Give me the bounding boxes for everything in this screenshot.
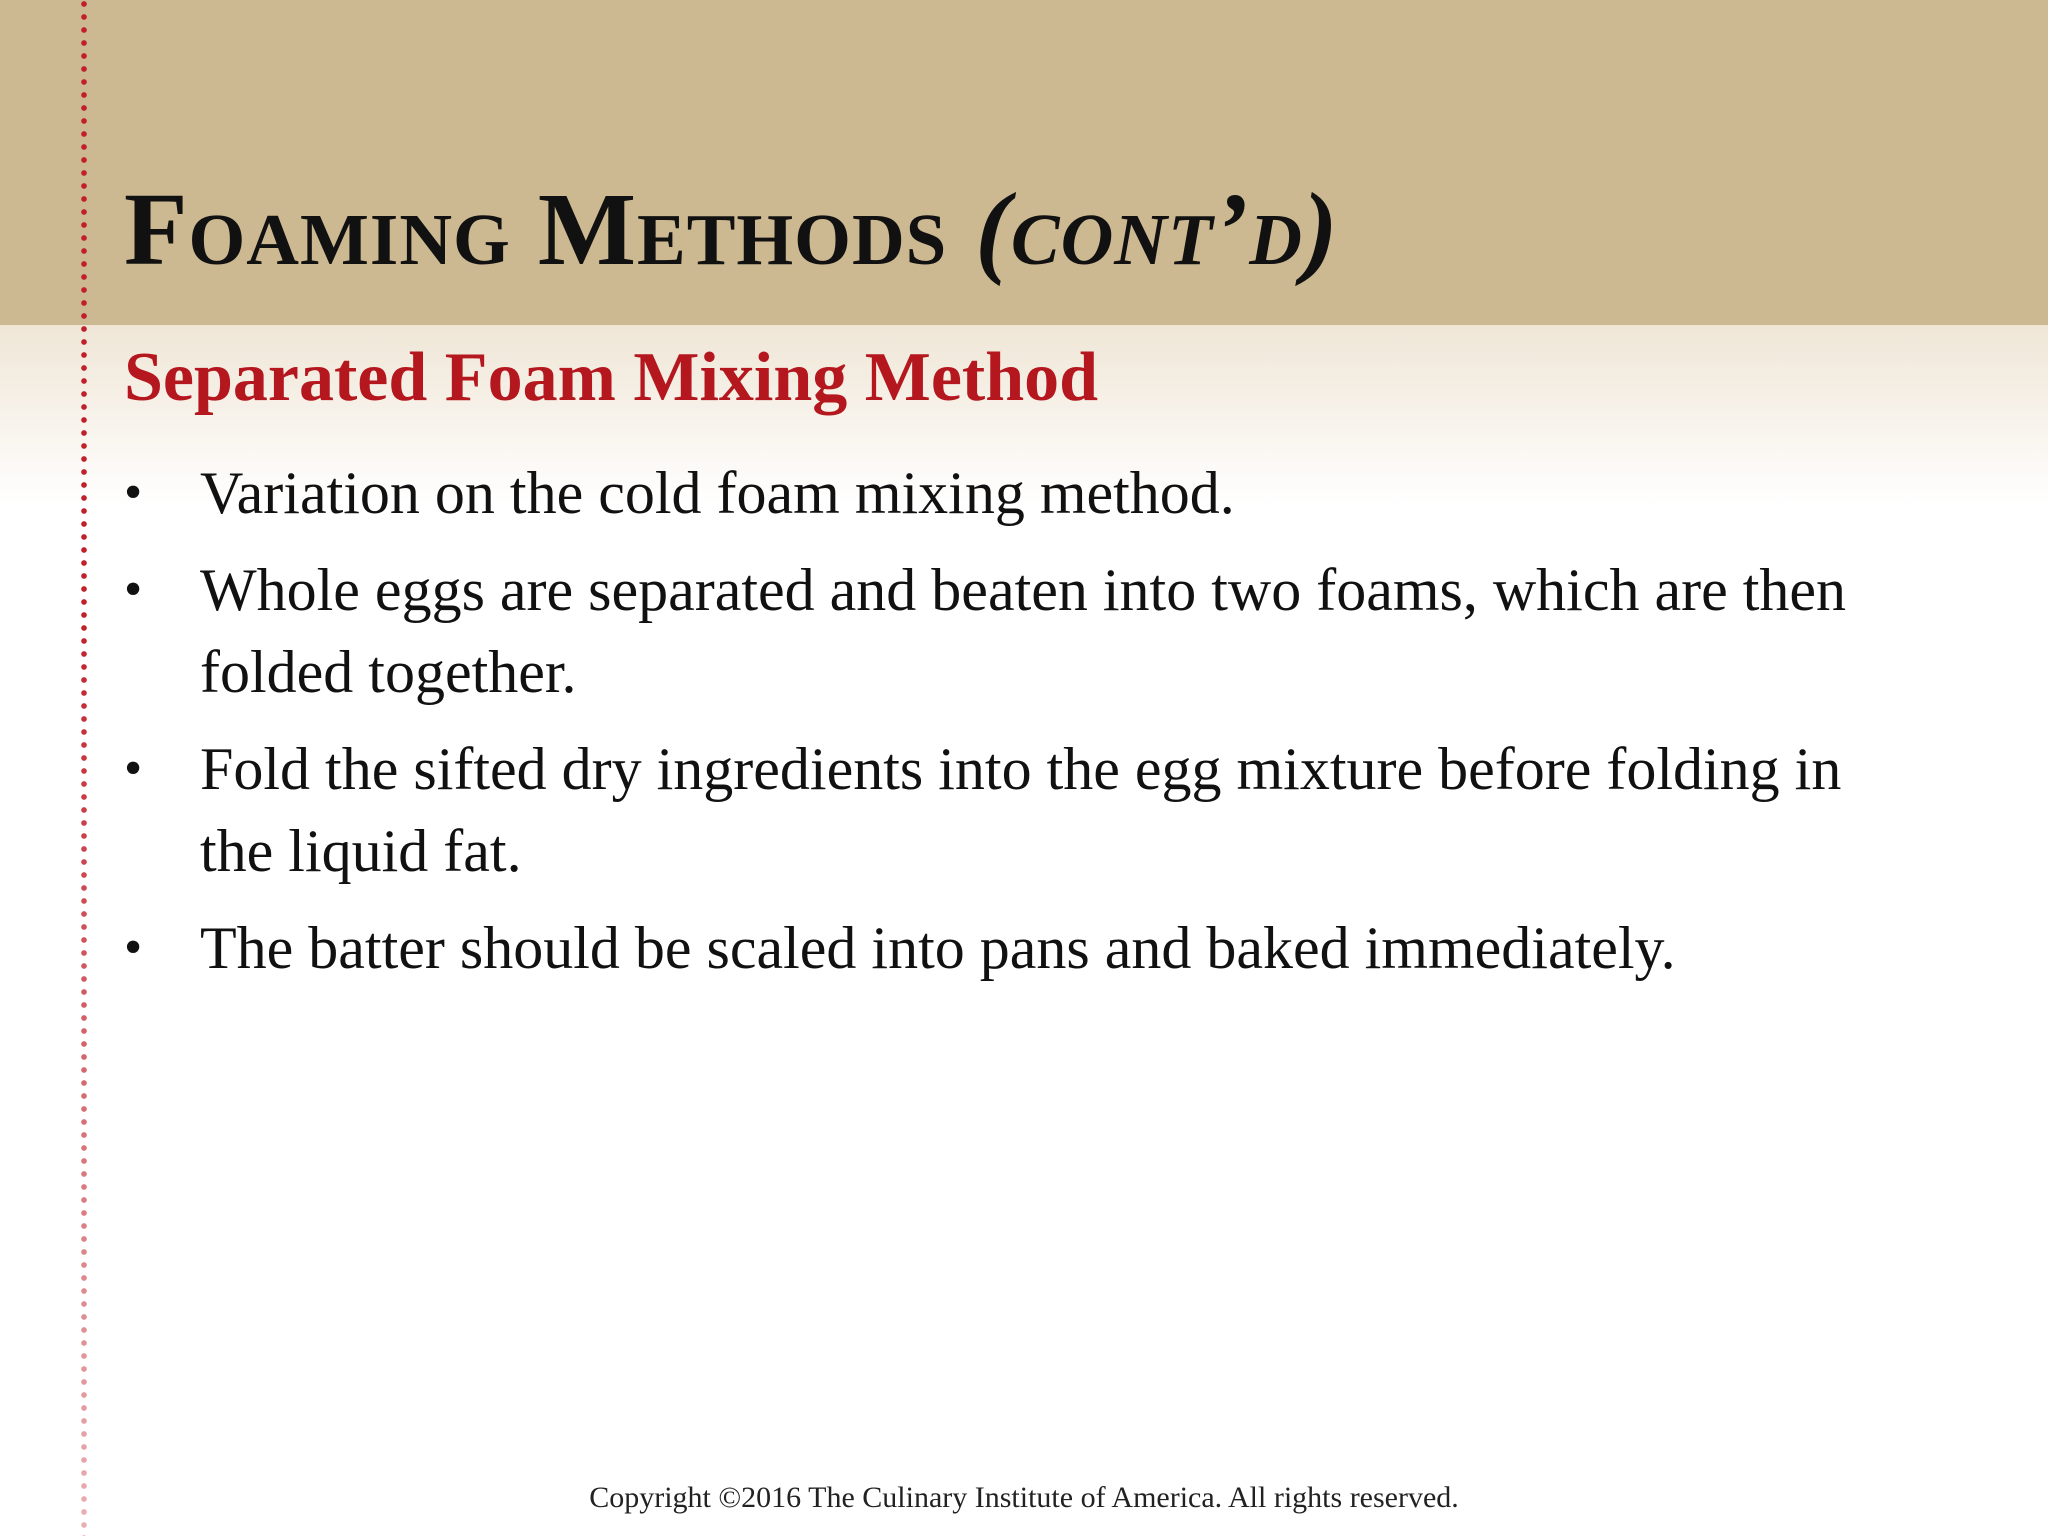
slide-title-cont: (cont’d)	[975, 172, 1339, 287]
bullet-item: • Fold the sifted dry ingredients into the egg mixture before folding in the liquid fat.	[124, 728, 1924, 892]
bullet-item: • Whole eggs are separated and beaten into two foams, which are then folded together.	[124, 549, 1924, 713]
dotted-vertical-rule	[80, 0, 88, 1536]
bullet-item: • Variation on the cold foam mixing method.	[124, 452, 1924, 534]
bullet-list	[124, 452, 1924, 1004]
copyright-footer: Copyright ©2016 The Culinary Institute of America. All rights reserved.	[589, 1481, 1459, 1514]
slide-subtitle: Separated Foam Mixing Method	[124, 339, 1099, 416]
bullet-item: • The batter should be scaled into pans and baked immediately.	[124, 907, 1924, 989]
slide-title	[124, 170, 1339, 290]
slide-title-main: Foaming Methods	[124, 172, 948, 287]
